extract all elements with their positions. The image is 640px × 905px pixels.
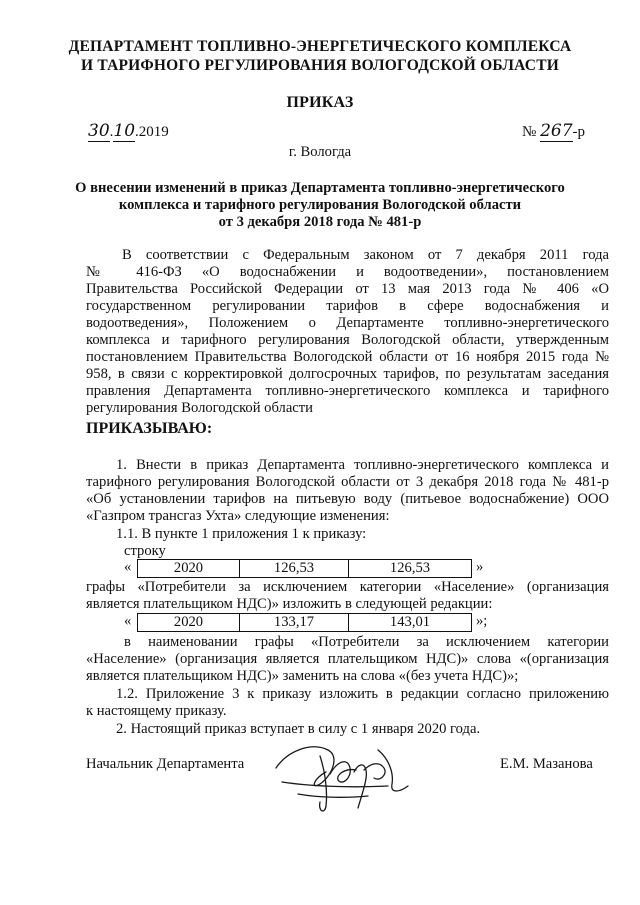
title-line: от 3 декабря 2018 года № 481-р [218,214,422,230]
item1-1: 1.1. В пункте 1 приложения 1 к приказу: [116,526,367,542]
order-date: 30.10.2019 [88,121,169,141]
new-row-year: 2020 [138,614,240,632]
preamble-line: правления Департамента топливно-энергетического комплекса и тарифного [86,383,609,399]
order-number [522,121,585,141]
old-row-value2: 126,53 [349,560,472,578]
preamble-line: регулирования Вологодской области [86,400,313,416]
old-row-table [137,559,472,578]
old-row-value1: 126,53 [240,560,349,578]
date-day: 30 [88,121,110,141]
new-row-open: « [124,613,132,629]
old-row-year: 2020 [138,560,240,578]
preamble-line: В соответствии с Федеральным законом от 7 декабря 2011 года [122,247,609,263]
item1-line: тарифного регулирования Вологодской области от 3 декабря 2018 года № 481-р [86,474,609,490]
preamble-line: постановлением Правительства Вологодской области от 16 ноября 2015 года № [86,349,609,365]
preamble-line: Правительства Российской Федерации от 13 мая 2013 года № 406 «О [86,281,609,297]
preamble-line: государственном регулировании тарифов в сфере водоснабжения и [86,298,609,314]
item2: 2. Настоящий приказ вступает в силу с 1 января 2020 года. [116,721,481,737]
signature-position: Начальник Департамента [86,756,245,772]
preamble-line: № 416-ФЗ «О водоснабжении и водоотведении», постановлением [86,264,609,280]
order-title [0,180,640,231]
item1-line: 1. Внести в приказ Департамента топливно-энергетического комплекса и [116,457,609,473]
title-line: О внесении изменений в приказ Департамента топливно-энергетического [75,180,565,196]
preamble-line: водоотведения», Положением о Департаменте топливно-энергетического [86,315,609,331]
column-text-line: является плательщиком НДС)» изложить в следующей редакции: [86,596,493,612]
new-row-value2: 143,01 [349,614,472,632]
number-suffix: -р [572,124,586,140]
number-prefix: № [522,124,537,140]
signature-name: Е.М. Мазанова [500,756,593,772]
new-row-table [137,613,472,632]
old-row-close: » [476,559,484,575]
preamble-line: 958, в связи с корректировкой долгосрочных тарифов, по результатам заседания [86,366,609,382]
item1-2-line: к настоящему приказу. [86,703,227,719]
rename-text-line: в наименовании графы «Потребители за исключением категории [124,634,609,650]
date-month: 10 [113,121,136,141]
old-row-open: « [124,559,132,575]
word-row: строку [124,543,166,559]
city: г. Вологда [288,144,352,160]
rename-text-line: «Население» (организация является плательщиком НДС)» слова «(организация [86,651,609,667]
document-type: ПРИКАЗ [286,94,354,111]
department-title-line1: ДЕПАРТАМЕНТ ТОПЛИВНО-ЭНЕРГЕТИЧЕСКОГО КОМПЛЕКСА [68,38,572,55]
preamble-line: комплекса и тарифного регулирования Вологодской области, утвержденным [86,332,609,348]
order-word: ПРИКАЗЫВАЮ: [86,420,213,437]
column-text-line: графы «Потребители за исключением категории «Население» (организация [86,579,609,595]
number-value: 267 [540,121,573,141]
item1-line: «Об установлении тарифов на питьевую воду (питьевое водоснабжение) ООО [86,491,609,507]
handwritten-signature [268,728,418,820]
new-row-close: »; [476,613,488,629]
date-year: 2019 [138,124,169,140]
item1-2-line: 1.2. Приложение 3 к приказу изложить в редакции согласно приложению [116,686,609,702]
item1-line: «Газпром трансгаз Ухта» следующие изменения: [86,508,390,524]
new-row-value1: 133,17 [240,614,349,632]
title-line: комплекса и тарифного регулирования Вологодской области [118,197,522,213]
department-title-line2: И ТАРИФНОГО РЕГУЛИРОВАНИЯ ВОЛОГОДСКОЙ ОБЛАСТИ [81,57,559,74]
rename-text-line: является плательщиком НДС)» заменить на слова «(без учета НДС)»; [86,668,519,684]
